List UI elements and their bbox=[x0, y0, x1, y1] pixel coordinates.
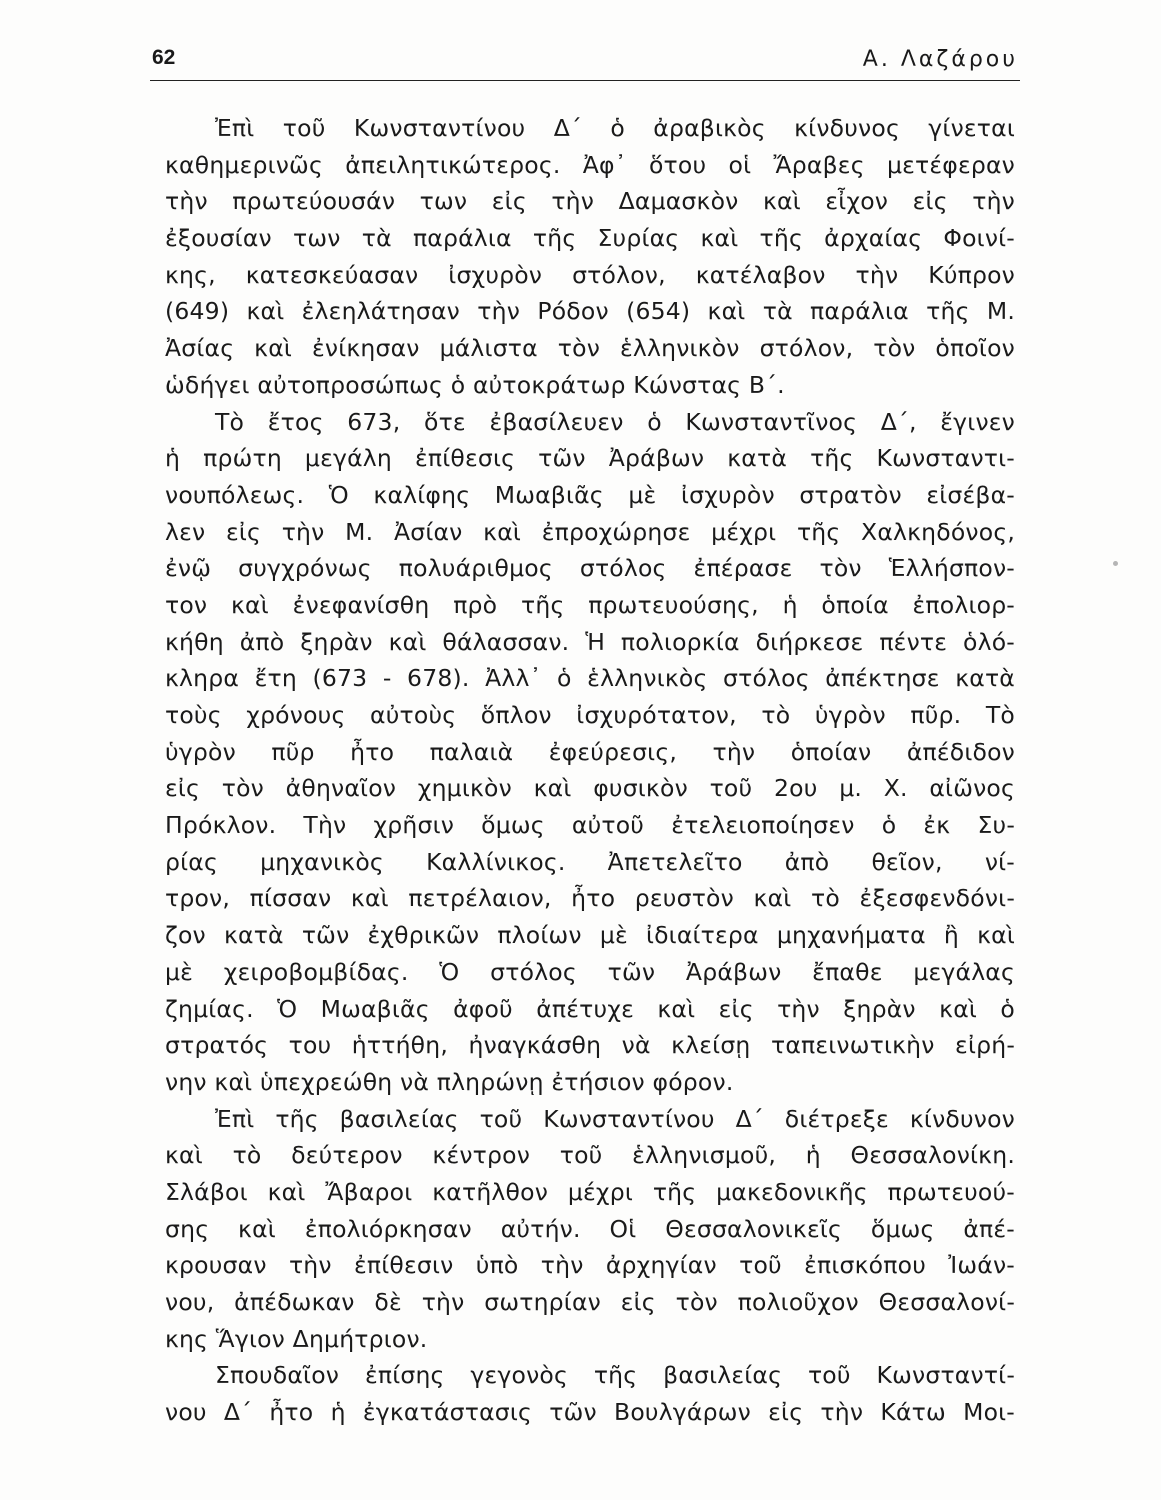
running-header bbox=[150, 44, 1020, 81]
text-line: ζημίας. Ὁ Μωαβιᾶς ἀφοῦ ἀπέτυχε καὶ εἰς τὴν ξηρὰν καὶ ὁ bbox=[165, 994, 1015, 1023]
text-line: Ἐπὶ τῆς βασιλείας τοῦ Κωνσταντίνου Δ΄ διέτρεξε κίνδυνον bbox=[215, 1104, 1015, 1133]
text-line: στρατός του ἡττήθη, ἠναγκάσθη νὰ κλείσῃ ταπεινωτικὴν εἰρή- bbox=[165, 1031, 1015, 1060]
text-line: νην καὶ ὑπεχρεώθη νὰ πληρώνῃ ἐτήσιον φόρον. bbox=[165, 1067, 734, 1096]
text-line: Τὸ ἔτος 673, ὅτε ἐβασίλευεν ὁ Κωνσταντῖνος Δ΄, ἔγινεν bbox=[215, 407, 1015, 436]
text-line: ὑγρὸν πῦρ ἦτο παλαιὰ ἐφεύρεσις, τὴν ὁποίαν ἀπέδιδον bbox=[165, 737, 1015, 766]
text-line: Ἀσίας καὶ ἐνίκησαν μάλιστα τὸν ἑλληνικὸν στόλον, τὸν ὁποῖον bbox=[165, 334, 1015, 363]
body-text bbox=[165, 110, 1015, 1431]
text-line: Ἐπὶ τοῦ Κωνσταντίνου Δ΄ ὁ ἀραβικὸς κίνδυνος γίνεται bbox=[215, 114, 1015, 142]
text-line: κρουσαν τὴν ἐπίθεσιν ὑπὸ τὴν ἀρχηγίαν τοῦ ἐπισκόπου Ἰωάν- bbox=[165, 1251, 1015, 1280]
text-line: Σπουδαῖον ἐπίσης γεγονὸς τῆς βασιλείας τοῦ Κωνσταντί- bbox=[215, 1361, 1015, 1390]
text-line: νου Δ΄ ἦτο ἡ ἐγκατάστασις τῶν Βουλγάρων εἰς τὴν Κάτω Μοι- bbox=[165, 1398, 1015, 1427]
text-line: τρον, πίσσαν καὶ πετρέλαιον, ἦτο ρευστὸν καὶ τὸ ἐξεσφενδόνι- bbox=[165, 884, 1015, 913]
text-line: ἡ πρώτη μεγάλη ἐπίθεσις τῶν Ἀράβων κατὰ τῆς Κωνσταντι- bbox=[165, 444, 1015, 473]
text-line: κήθη ἀπὸ ξηρὰν καὶ θάλασσαν. Ἡ πολιορκία διήρκεσε πέντε ὁλό- bbox=[165, 627, 1015, 656]
text-line: καθημερινῶς ἀπειλητικώτερος. Ἀφ᾽ ὅτου οἱ Ἄραβες μετέφεραν bbox=[165, 150, 1015, 179]
text-line: (649) καὶ ἐλεηλάτησαν τὴν Ρόδον (654) καὶ τὰ παράλια τῆς Μ. bbox=[165, 297, 1015, 326]
text-line: κης Ἅγιον Δημήτριον. bbox=[165, 1324, 428, 1353]
text-line: κληρα ἔτη (673 - 678). Ἀλλ᾽ ὁ ἑλληνικὸς στόλος ἀπέκτησε κατὰ bbox=[165, 664, 1015, 693]
text-line: μὲ χειροβομβίδας. Ὁ στόλος τῶν Ἀράβων ἔπαθε μεγάλας bbox=[165, 957, 1015, 986]
text-line: λεν εἰς τὴν Μ. Ἀσίαν καὶ ἐπροχώρησε μέχρι τῆς Χαλκηδόνος, bbox=[165, 517, 1015, 546]
text-line: νουπόλεως. Ὁ καλίφης Μωαβιᾶς μὲ ἰσχυρὸν στρατὸν εἰσέβα- bbox=[165, 480, 1015, 509]
text-line: Σλάβοι καὶ Ἄβαροι κατῆλθον μέχρι τῆς μακεδονικῆς πρωτευού- bbox=[165, 1177, 1015, 1206]
text-line: ἐνῷ συγχρόνως πολυάριθμος στόλος ἐπέρασε τὸν Ἑλλήσπον- bbox=[165, 554, 1015, 583]
text-line: τὴν πρωτεύουσάν των εἰς τὴν Δαμασκὸν καὶ εἶχον εἰς τὴν bbox=[165, 187, 1015, 216]
text-line: σης καὶ ἐπολιόρκησαν αὐτήν. Οἱ Θεσσαλονικεῖς ὅμως ἀπέ- bbox=[165, 1214, 1015, 1243]
running-author: Α. Λαζάρου bbox=[862, 47, 1018, 72]
text-line: ὡδήγει αὐτοπροσώπως ὁ αὐτοκράτωρ Κώνστας Β΄. bbox=[165, 370, 785, 399]
text-line: τοὺς χρόνους αὐτοὺς ὅπλον ἰσχυρότατον, τὸ ὑγρὸν πῦρ. Τὸ bbox=[165, 701, 1015, 729]
page-number: 62 bbox=[152, 46, 176, 69]
margin-speck bbox=[1113, 561, 1118, 566]
text-line: τον καὶ ἐνεφανίσθη πρὸ τῆς πρωτευούσης, ἡ ὁποία ἐπολιορ- bbox=[165, 590, 1015, 619]
text-line: νου, ἀπέδωκαν δὲ τὴν σωτηρίαν εἰς τὸν πολιοῦχον Θεσσαλονί- bbox=[165, 1288, 1015, 1316]
text-line: καὶ τὸ δεύτερον κέντρον τοῦ ἑλληνισμοῦ, ἡ Θεσσαλονίκη. bbox=[165, 1141, 1015, 1170]
text-line: ζον κατὰ τῶν ἐχθρικῶν πλοίων μὲ ἰδιαίτερα μηχανήματα ἢ καὶ bbox=[165, 921, 1015, 950]
text-line: εἰς τὸν ἀθηναῖον χημικὸν καὶ φυσικὸν τοῦ 2ου μ. Χ. αἰῶνος bbox=[165, 774, 1015, 803]
text-line: ρίας μηχανικὸς Καλλίνικος. Ἀπετελεῖτο ἀπὸ θεῖον, νί- bbox=[165, 847, 1015, 876]
text-line: ἐξουσίαν των τὰ παράλια τῆς Συρίας καὶ τῆς ἀρχαίας Φοινί- bbox=[165, 224, 1015, 253]
text-line: Πρόκλον. Τὴν χρῆσιν ὅμως αὐτοῦ ἐτελειοποίησεν ὁ ἐκ Συ- bbox=[165, 811, 1015, 840]
text-line: κης, κατεσκεύασαν ἰσχυρὸν στόλον, κατέλαβον τὴν Κύπρον bbox=[165, 260, 1015, 289]
